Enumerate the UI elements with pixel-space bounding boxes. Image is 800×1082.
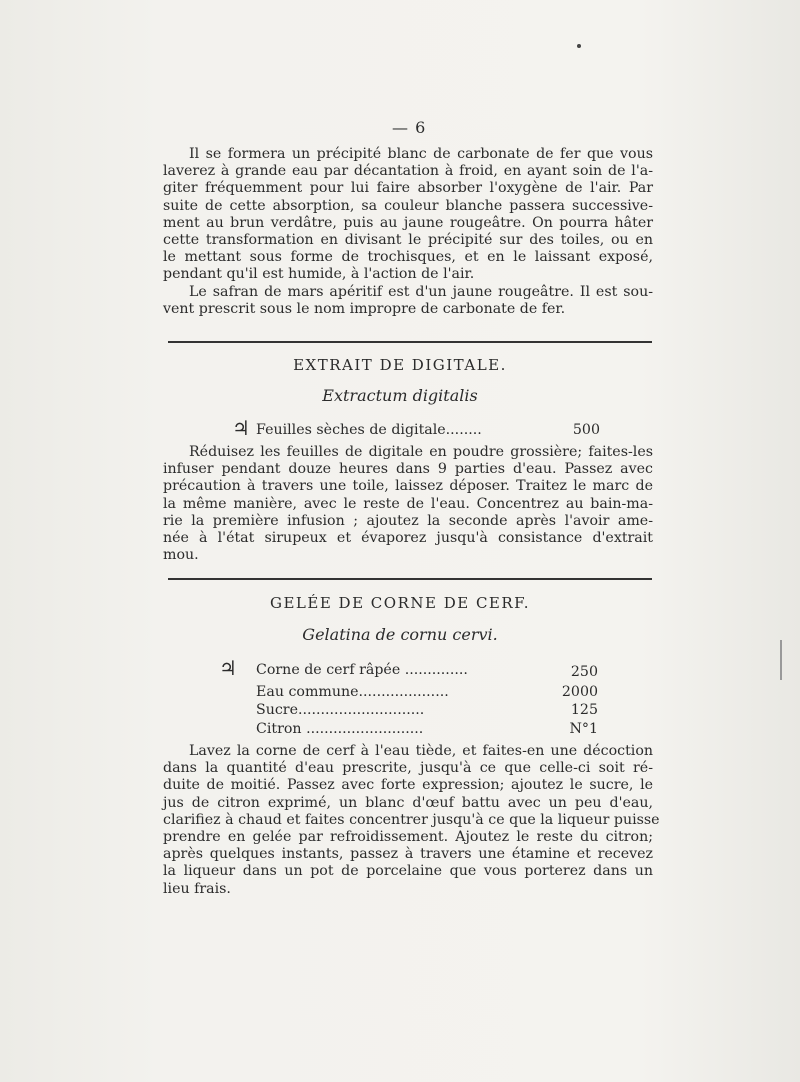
section-divider [168,341,652,343]
text-line: née à l'état sirupeux et évaporez jusqu'à consistance d'extrait [163,530,653,547]
ingredient-name: Citron .......................... [256,721,424,737]
text-line: jus de citron exprimé, un blanc d'œuf battu avec un peu d'eau, [163,794,653,811]
text-line: Lavez la corne de cerf à l'eau tiède, et faites-en une décoction [189,743,653,759]
section-divider [168,578,652,580]
section-latin-title: Extractum digitalis [322,386,478,405]
page-number: — 6 [392,118,427,137]
text-line: la liqueur dans un pot de porcelaine que vous porterez dans un [163,863,653,880]
text-line: prendre en gelée par refroidissement. Ajoutez le reste du citron; [163,829,653,846]
ingredient-quantity: 2000 [561,684,598,700]
text-line: suite de cette absorption, sa couleur blanche passera successive- [163,197,653,214]
page-edge-mark [780,640,782,680]
text-line: pendant qu'il est humide, à l'action de l'air. [163,266,475,283]
ingredient-quantity: 250 [570,664,598,680]
text-line: giter fréquemment pour lui faire absorber l'oxygène de l'air. Par [163,180,653,197]
ingredient-name: Feuilles sèches de digitale........ [256,422,482,438]
text-line: ment au brun verdâtre, puis au jaune rougeâtre. On pourra hâter [163,214,653,231]
recipe-symbol-icon: ♃ [219,656,237,680]
text-line: Réduisez les feuilles de digitale en poudre grossière; faites-les [189,444,653,460]
text-line: clarifiez à chaud et faites concentrer jusqu'à ce que la liqueur puisse [163,811,660,828]
section1-paragraph [163,444,653,564]
ingredient-quantity: 500 [572,422,600,438]
section-title: EXTRAIT DE DIGITALE. [293,356,507,374]
ingredient-quantity: 125 [570,702,598,718]
ingredient-name: Corne de cerf râpée .............. [256,662,468,678]
recipe-symbol-icon: ♃ [232,416,250,440]
section-title: GELÉE DE CORNE DE CERF. [269,594,531,612]
text-line: duite de moitié. Passez avec forte expression; ajoutez le sucre, le [163,777,653,794]
text-line: Le safran de mars apéritif est d'un jaune rougeâtre. Il est sou- [189,283,653,300]
text-line: lieu frais. [163,880,231,897]
text-line: le mettant sous forme de trochisques, et en le laissant exposé, [163,249,653,266]
ingredient-name: Sucre............................ [256,702,425,718]
text-line: rie la première infusion ; ajoutez la seconde après l'avoir ame- [163,512,653,529]
text-line: Il se formera un précipité blanc de carbonate de fer que vous [189,146,653,162]
text-line: laverez à grande eau par décantation à froid, en ayant soin de l'a- [163,163,653,180]
text-line: mou. [163,547,199,564]
intro-paragraph [163,146,653,318]
text-line: vent prescrit sous le nom impropre de carbonate de fer. [163,300,566,317]
text-line: précaution à travers une toile, laissez déposer. Traitez le marc de [163,478,653,495]
text-line: la même manière, avec le reste de l'eau. Concentrez au bain-ma- [163,495,653,512]
section2-paragraph [163,743,660,898]
text-line: dans la quantité d'eau prescrite, jusqu'à ce que celle-ci soit ré- [163,760,653,777]
text-line: infuser pendant douze heures dans 9 parties d'eau. Passez avec [163,461,653,478]
ingredient-name: Eau commune.................... [256,684,449,700]
ingredient-quantity: N°1 [569,721,598,737]
ink-speck [577,44,581,48]
section-latin-title: Gelatina de cornu cervi. [302,625,498,644]
text-line: cette transformation en divisant le précipité sur des toiles, ou en [163,232,653,249]
text-line: après quelques instants, passez à travers une étamine et recevez [163,846,653,863]
